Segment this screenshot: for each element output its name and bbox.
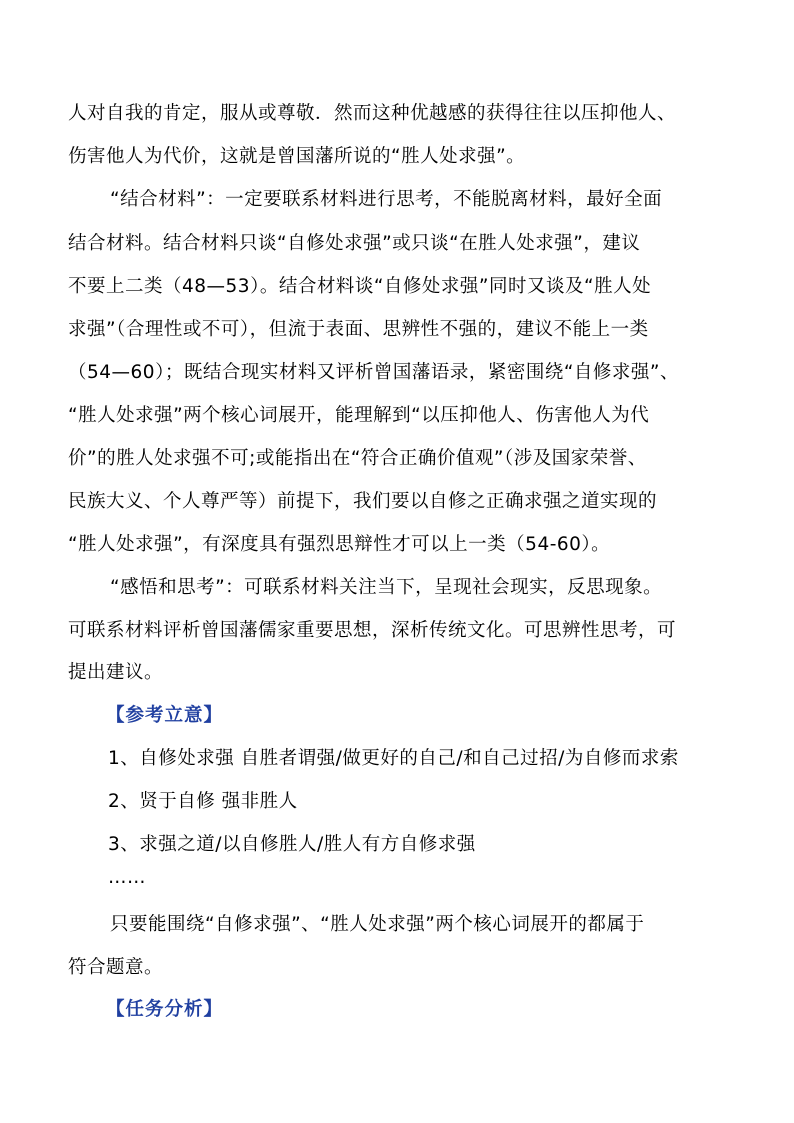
list-item-2: 2、贤于自修 强非胜人 [108,791,298,812]
paragraph-line-16: 符合题意。 [68,957,164,978]
paragraph-line-3: “结合材料”：一定要联系材料进行思考，不能脱离材料，最好全面 [110,189,663,210]
list-item-1: 1、自修处求强 自胜者谓强/做更好的自己/和自己过招/为自修而求索 [108,748,679,769]
paragraph-line-6: 求强”（合理性或不可），但流于表面、思辨性不强的，建议不能上一类 [68,319,649,340]
list-item-3: 3、求强之道/以自修胜人/胜人有方自修求强 [108,834,476,855]
paragraph-line-14: 提出建议。 [68,662,164,683]
paragraph-line-7: （54—60）；既结合现实材料又评析曾国藩语录，紧密围绕“自修求强”、 [68,362,680,383]
paragraph-line-9: 价”的胜人处求强不可;或能指出在“符合正确价值观”（涉及国家荣誉、 [68,448,647,469]
paragraph-line-12: “感悟和思考”：可联系材料关注当下，呈现社会现实，反思现象。 [110,577,663,598]
paragraph-line-4: 结合材料。结合材料只谈“自修处求强”或只谈“在胜人处求强”，建议 [68,233,641,254]
paragraph-line-2: 伤害他人为代价，这就是曾国藩所说的“胜人处求强”。 [68,146,526,167]
ellipsis: …… [108,867,146,888]
paragraph-line-8: “胜人处求强”两个核心词展开，能理解到“以压抑他人、伤害他人为代 [68,405,650,426]
paragraph-line-11: “胜人处求强”，有深度具有强烈思辩性才可以上一类（54-60）。 [68,534,611,555]
paragraph-line-1: 人对自我的肯定，服从或尊敬．然而这种优越感的获得往往以压抑他人、 [68,103,677,124]
paragraph-line-5: 不要上二类（48—53）。结合材料谈“自修处求强”同时又谈及“胜人处 [68,276,652,297]
paragraph-line-10: 民族大义、个人尊严等）前提下，我们要以自修之正确求强之道实现的 [68,491,658,512]
section-heading-reference: 【参考立意】 [106,705,224,726]
paragraph-line-15: 只要能围绕“自修求强”、“胜人处求强”两个核心词展开的都属于 [110,914,645,935]
paragraph-line-13: 可联系材料评析曾国藩儒家重要思想，深析传统文化。可思辨性思考，可 [68,620,677,641]
section-heading-task: 【任务分析】 [106,999,224,1020]
